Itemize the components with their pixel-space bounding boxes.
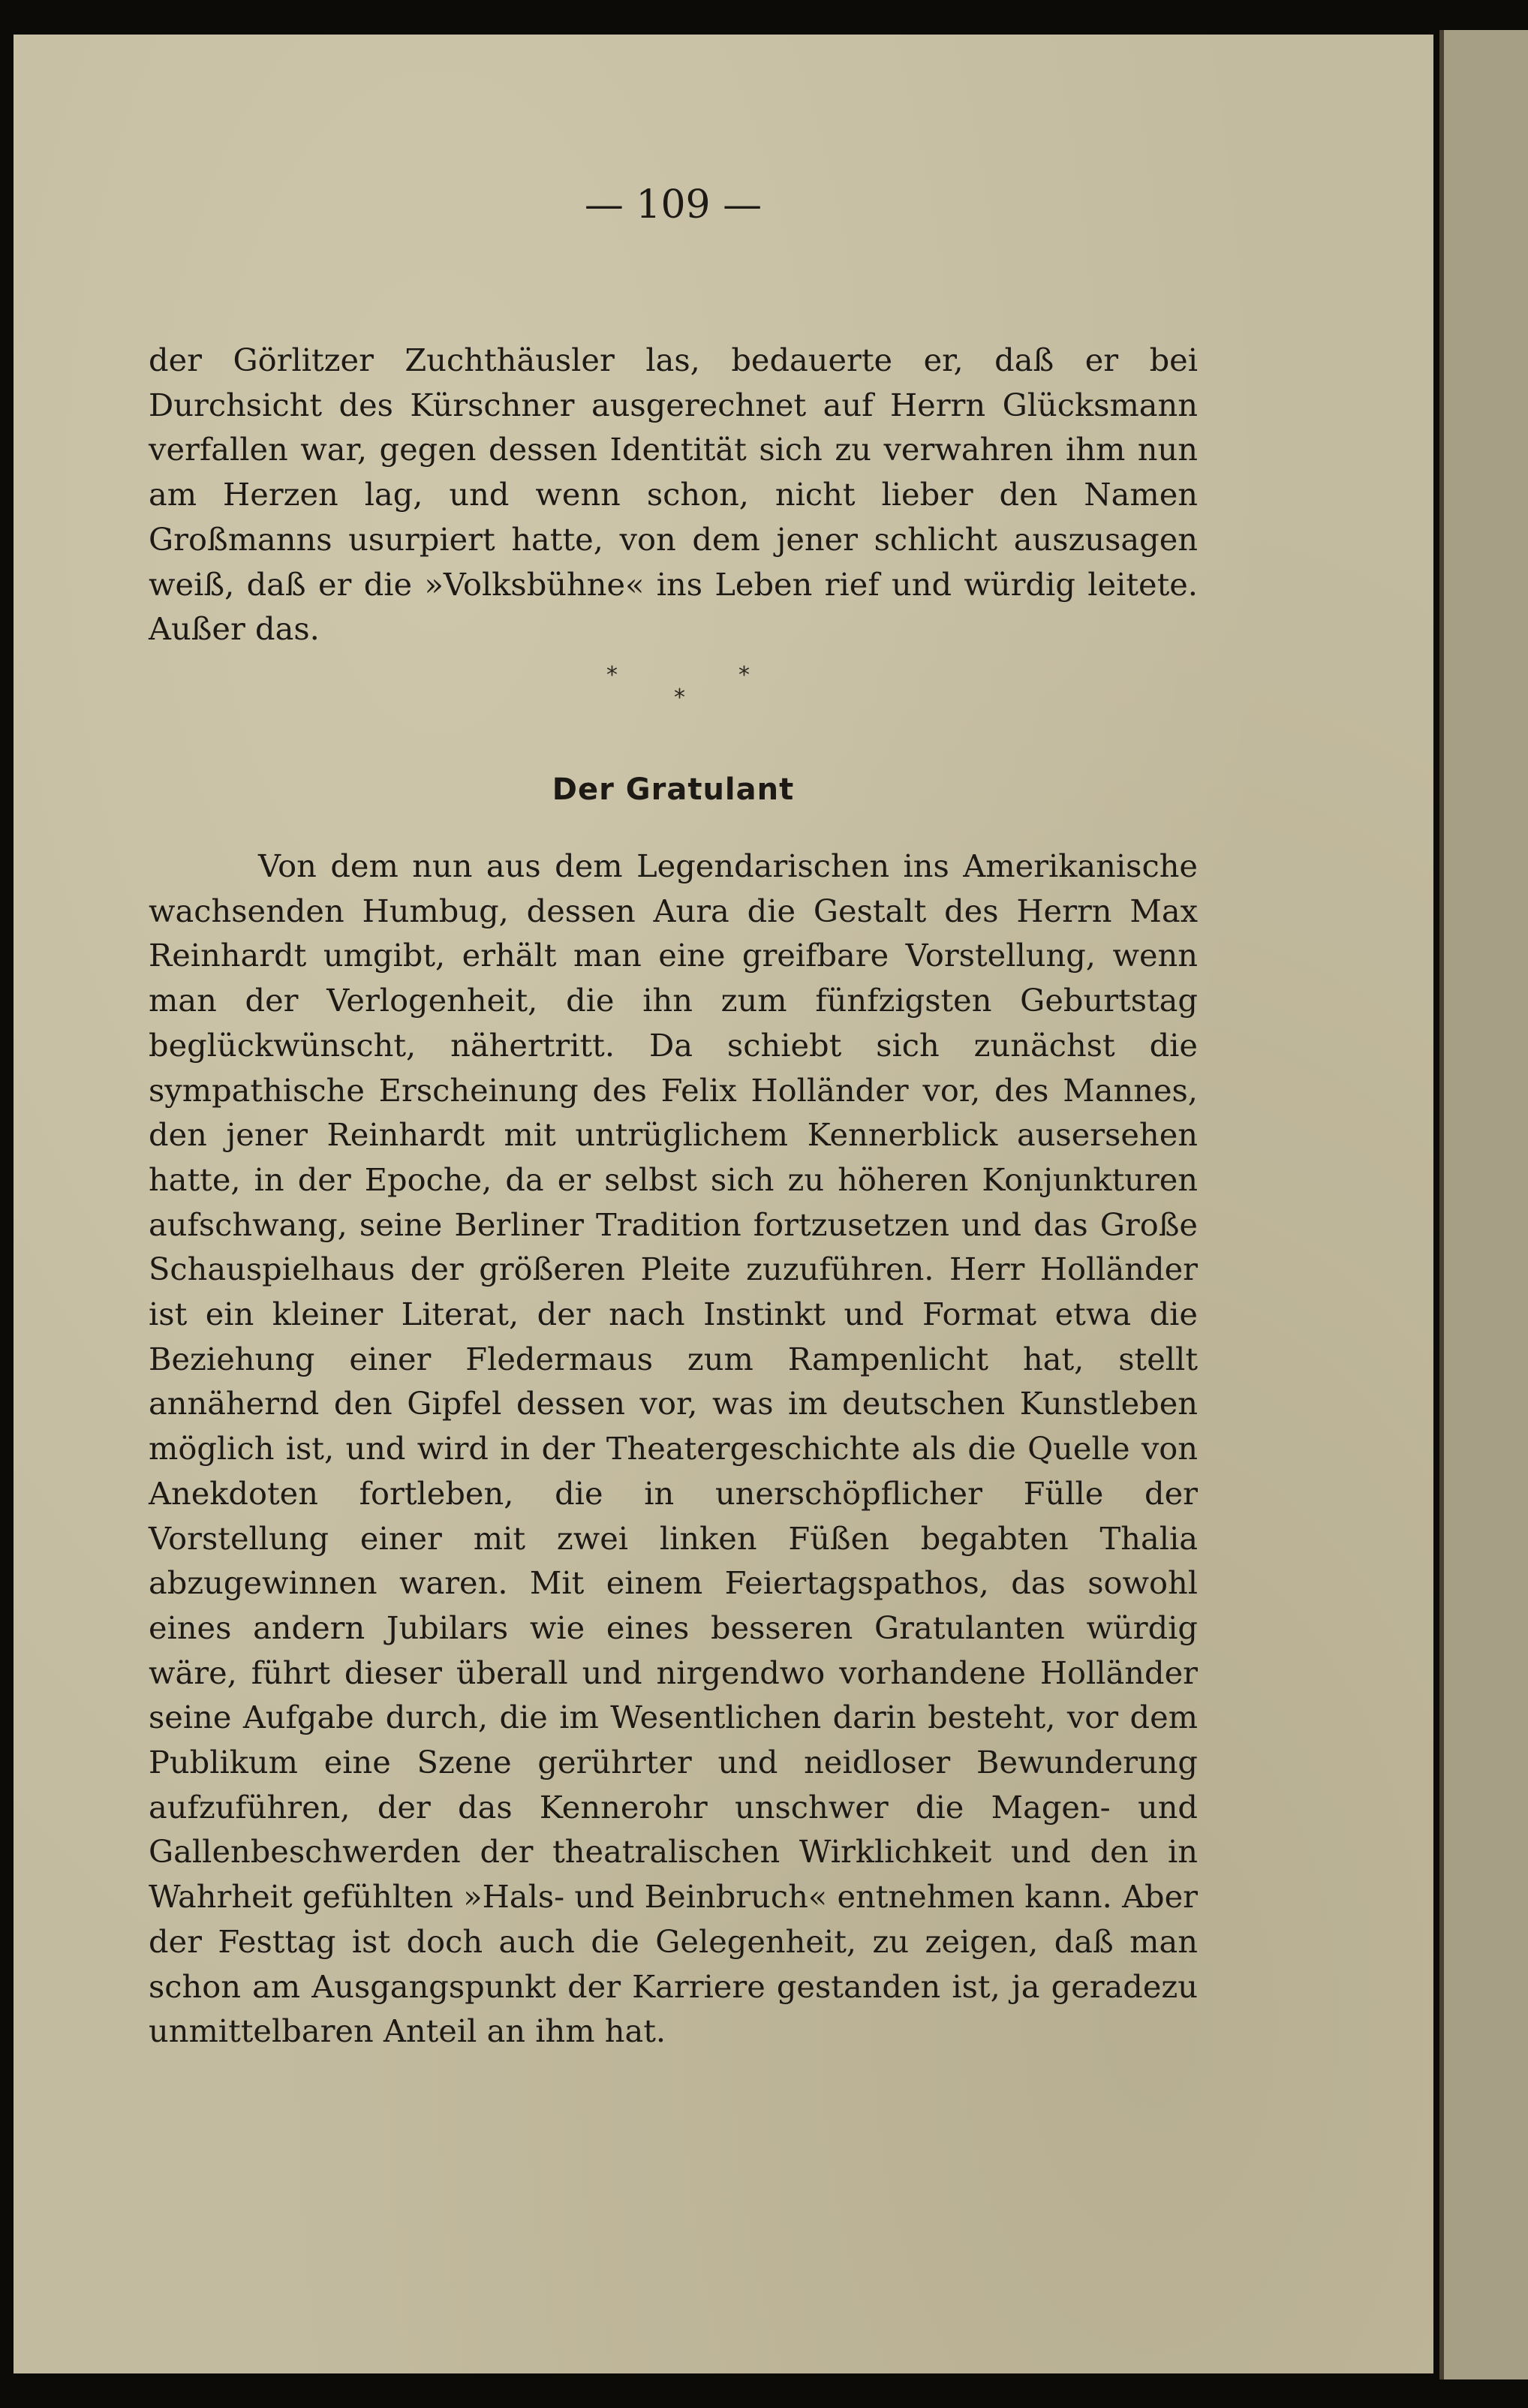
paragraph-body: Von dem nun aus dem Legendarischen ins Amerikanische wachsenden Humbug, dessen Aura die Gestalt des Herrn Max Reinhardt umgibt, erhält man eine greifbare Vorstellung, wenn man der Verlogenheit, die ihn zum fünfzigsten Geburtstag beglückwünscht, nähertritt. Da schiebt sich zunächst die sympathische Erscheinung des Felix Holländer vor, des Mannes, den jener Reinhardt mit untrüglichem Kennerblick ausersehen hatte, in der Epoche, da er selbst sich zu höheren Konjunkturen aufschwang, seine Berliner Tradition fortzusetzen und das Große Schauspielhaus der größeren Pleite zuzuführen. Herr Holländer ist ein kleiner Literat, der nach Instinkt und Format etwa die Beziehung einer Fledermaus zum Rampenlicht hat, stellt annähernd den Gipfel dessen vor, was im deutschen Kunstleben möglich ist, und wird in der Theatergeschichte als die Quelle von Anekdoten fortleben, die in unerschöpflicher Fülle der Vorstellung einer mit zwei linken Füßen begabten Thalia abzugewinnen waren. Mit einem Feiertagspathos, das sowohl eines andern Jubilars wie eines besseren Gratulanten würdig wäre, führt dieser überall und nirgendwo vorhandene Holländer seine Aufgabe durch, die im Wesentlichen darin besteht, vor dem Publikum eine Szene gerührter und neidloser Bewunderung aufzuführen, der das Kennerohr unschwer die Magen- und Gallenbeschwerden der theatralischen Wirklichkeit und den in Wahrheit gefühlten »Hals- und Beinbruch« entnehmen kann. Aber der Festtag ist doch auch die Gelegenheit, zu zeigen, daß man schon am Ausgangspunkt der Karriere gestanden ist, ja geradezu unmittelbaren Anteil an ihm hat. — [149, 847, 1198, 2050]
page-number: — 109 — — [584, 182, 762, 227]
page-sheet — [14, 35, 1433, 2373]
divider-asterisk: * — [606, 662, 618, 688]
divider-asterisk: * — [738, 662, 750, 688]
facing-page-edge — [1439, 30, 1528, 2379]
section-divider — [149, 662, 1198, 715]
paragraph-continued: der Görlitzer Zuchthäusler las, bedauerte er, daß er bei Durchsicht des Kürschner ausgerechnet auf Herrn Glücksmann verfallen war, gegen dessen Identität sich zu verwahren ihm nun am Herzen lag, und wenn schon, nicht lieber den Namen Großmanns usurpiert hatte, von dem jener schlicht auszusagen weiß, daß er die »Volksbühne« ins Leben rief und würdig leitete. Außer das. — [149, 342, 1198, 648]
divider-asterisk: * — [674, 685, 685, 711]
section-title: Der Gratulant — [552, 772, 795, 807]
